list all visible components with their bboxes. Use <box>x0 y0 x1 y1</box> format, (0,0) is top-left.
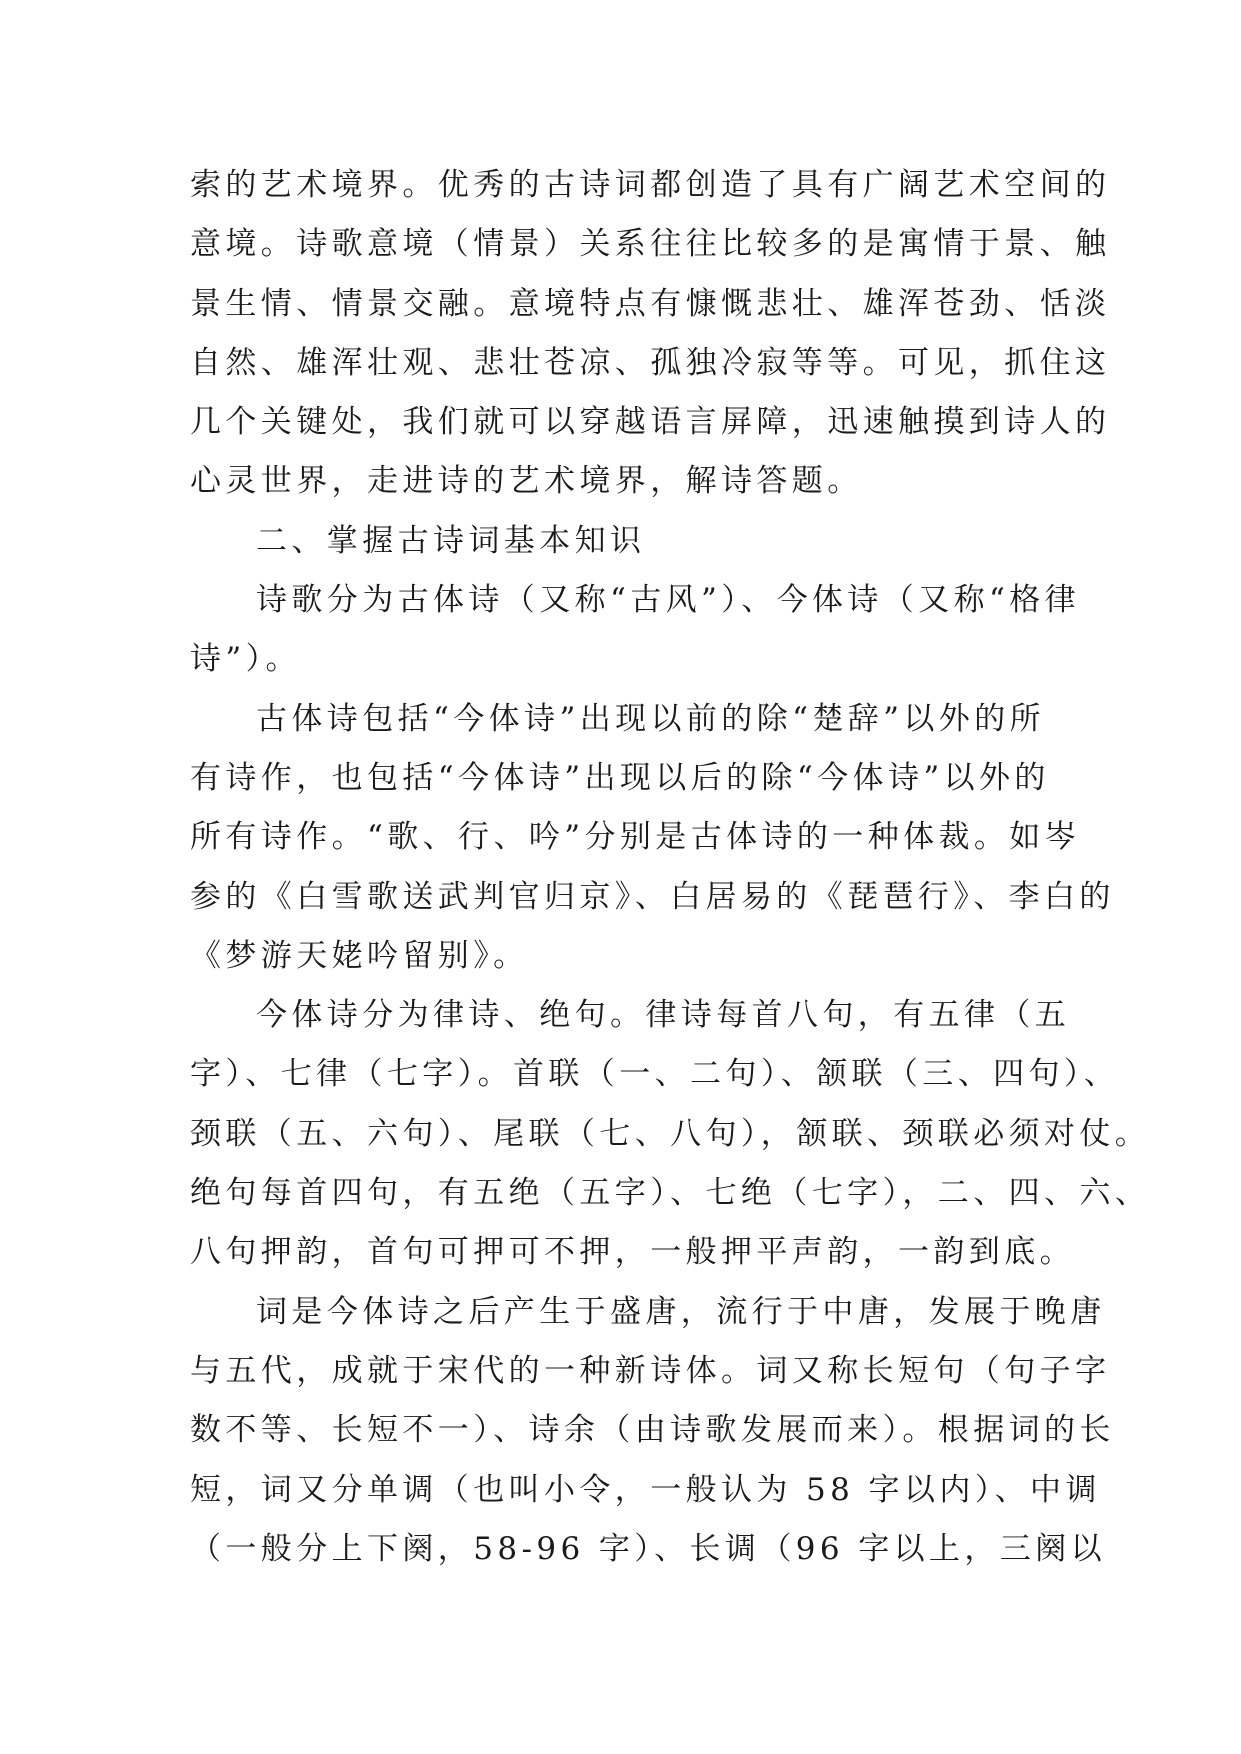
text-line: 参的《白雪歌送武判官归京》、白居易的《琵琶行》、李白的 <box>190 878 1115 915</box>
text-line: 索的艺术境界。优秀的古诗词都创造了具有广阔艺术空间的 <box>190 167 1111 203</box>
text-line: 古体诗包括“今体诗”出现以前的除“楚辞”以外的所 <box>256 700 1045 737</box>
text-line: 与五代，成就于宋代的一种新诗体。词又称长短句（句子字 <box>190 1352 1111 1389</box>
text-line: 所有诗作。“歌、行、吟”分别是古体诗的一种体裁。如岑 <box>190 819 1081 856</box>
text-line: 词是今体诗之后产生于盛唐，流行于中唐，发展于晚唐 <box>256 1293 1106 1330</box>
text-line: 自然、雄浑壮观、悲壮苍凉、孤独冷寂等等。可见，抓住这 <box>190 344 1111 381</box>
text-line: 颈联（五、六句）、尾联（七、八句），颔联、颈联必须对仗。 <box>190 1115 1151 1152</box>
text-line: 二、掌握古诗词基本知识 <box>256 522 646 559</box>
text-line: 诗歌分为古体诗（又称“古风”）、今体诗（又称“格律 <box>256 582 1081 619</box>
text-line: 今体诗分为律诗、绝句。律诗每首八句，有五律（五 <box>256 997 1071 1034</box>
text-line: 数不等、长短不一）、诗余（由诗歌发展而来）。根据词的长 <box>190 1412 1115 1449</box>
text-line: 短，词又分单调（也叫小令，一般认为 58 字以内）、中调 <box>190 1471 1101 1508</box>
text-line: （一般分上下阕，58-96 字）、长调（96 字以上，三阕以 <box>190 1530 1107 1567</box>
text-line: 《梦游天姥吟留别》。 <box>190 937 529 974</box>
text-line: 心灵世界，走进诗的艺术境界，解诗答题。 <box>190 463 863 500</box>
text-line: 诗”）。 <box>190 641 301 678</box>
text-line: 有诗作，也包括“今体诗”出现以后的除“今体诗”以外的 <box>190 759 1050 796</box>
text-line: 字）、七律（七字）。首联（一、二句）、颔联（三、四句）、 <box>190 1056 1120 1093</box>
text-line: 意境。诗歌意境（情景）关系往往比较多的是寓情于景、触 <box>190 226 1111 263</box>
text-line: 八句押韵，首句可押可不押，一般押平声韵，一韵到底。 <box>190 1234 1075 1271</box>
text-line: 几个关键处，我们就可以穿越语言屏障，迅速触摸到诗人的 <box>190 404 1111 441</box>
text-line: 绝句每首四句，有五绝（五字）、七绝（七字），二、四、六、 <box>190 1175 1151 1212</box>
body-text <box>190 156 1151 1579</box>
text-line: 景生情、情景交融。意境特点有慷慨悲壮、雄浑苍劲、恬淡 <box>190 285 1111 322</box>
